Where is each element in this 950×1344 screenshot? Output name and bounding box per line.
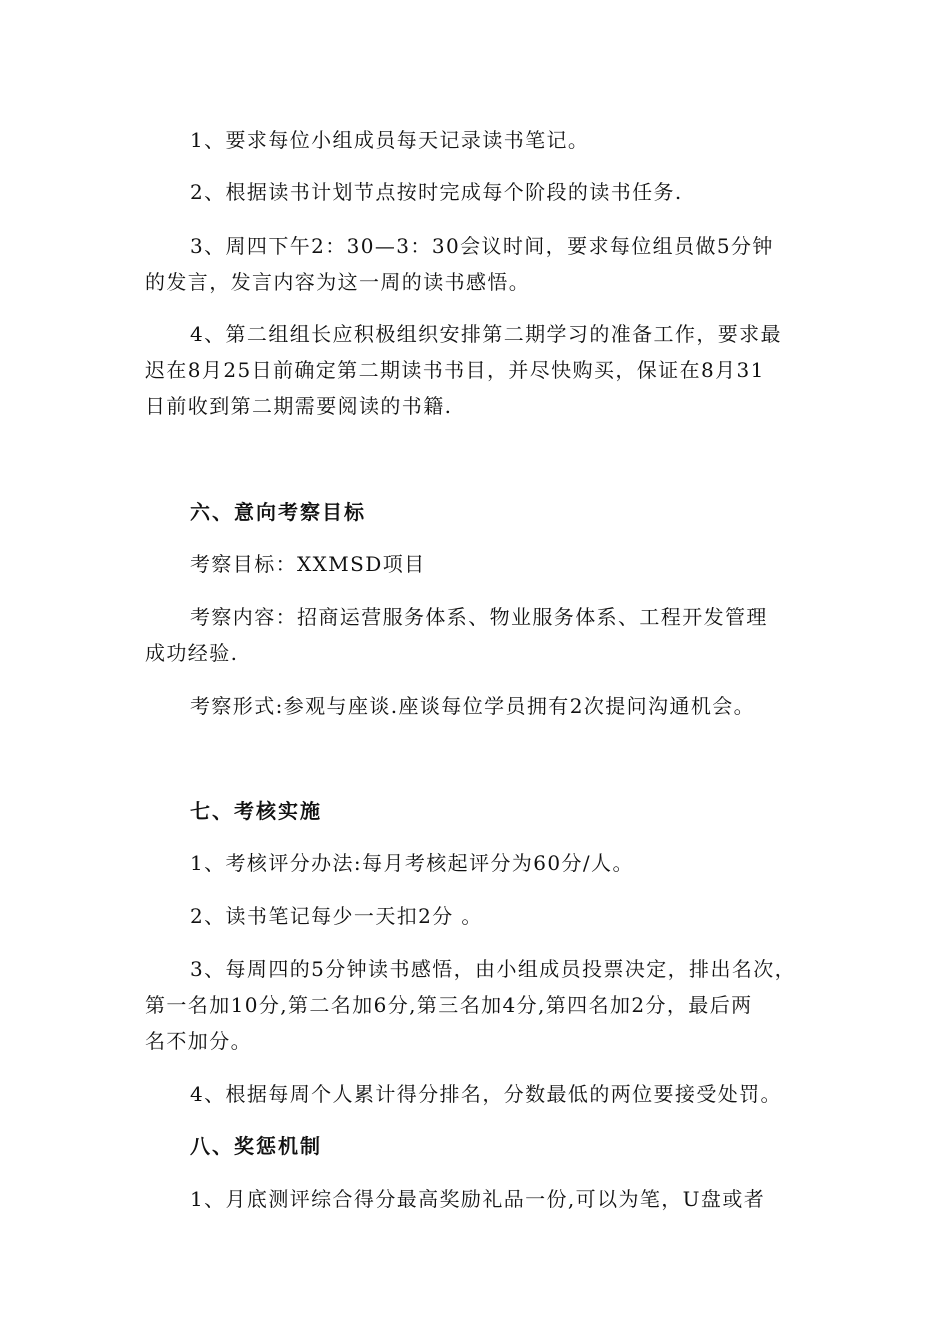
assessment-item-3-line-3: 名不加分。 [145,1029,252,1053]
assessment-item-1: 1、考核评分办法:每月考核起评分为60分/人。 [190,851,634,875]
section-7-heading: 七、考核实施 [190,799,322,823]
assessment-item-2: 2、读书笔记每少一天扣2分 。 [190,904,483,928]
task-item-4-line-1: 4、第二组组长应积极组织安排第二期学习的准备工作，要求最 [190,322,782,346]
reward-item-1: 1、月底测评综合得分最高奖励礼品一份,可以为笔，U盘或者 [190,1187,766,1211]
assessment-item-3-line-2: 第一名加10分,第二名加6分,第三名加4分,第四名加2分，最后两 [145,993,753,1017]
task-item-3-line-2: 的发言，发言内容为这一周的读书感悟。 [145,270,531,294]
section-6-heading: 六、意向考察目标 [190,500,366,524]
assessment-item-3-line-1: 3、每周四的5分钟读书感悟，由小组成员投票决定，排出名次， [190,957,797,981]
task-item-4-line-3: 日前收到第二期需要阅读的书籍. [145,394,453,418]
task-item-4-line-2: 迟在8月25日前确定第二期读书书目，并尽快购买，保证在8月31 [145,358,765,382]
inspection-form: 考察形式:参观与座谈.座谈每位学员拥有2次提问沟通机会。 [190,694,756,718]
task-item-3-line-1: 3、周四下午2：30—3：30会议时间，要求每位组员做5分钟 [190,234,774,258]
inspection-content-line-1: 考察内容：招商运营服务体系、物业服务体系、工程开发管理 [190,605,768,629]
inspection-content-line-2: 成功经验. [145,641,239,665]
inspection-target: 考察目标：XXMSD项目 [190,552,426,576]
task-item-2: 2、根据读书计划节点按时完成每个阶段的读书任务. [190,180,683,204]
assessment-item-4: 4、根据每周个人累计得分排名，分数最低的两位要接受处罚。 [190,1082,782,1106]
section-8-heading: 八、奖惩机制 [190,1134,322,1158]
task-item-1: 1、要求每位小组成员每天记录读书笔记。 [190,128,590,152]
